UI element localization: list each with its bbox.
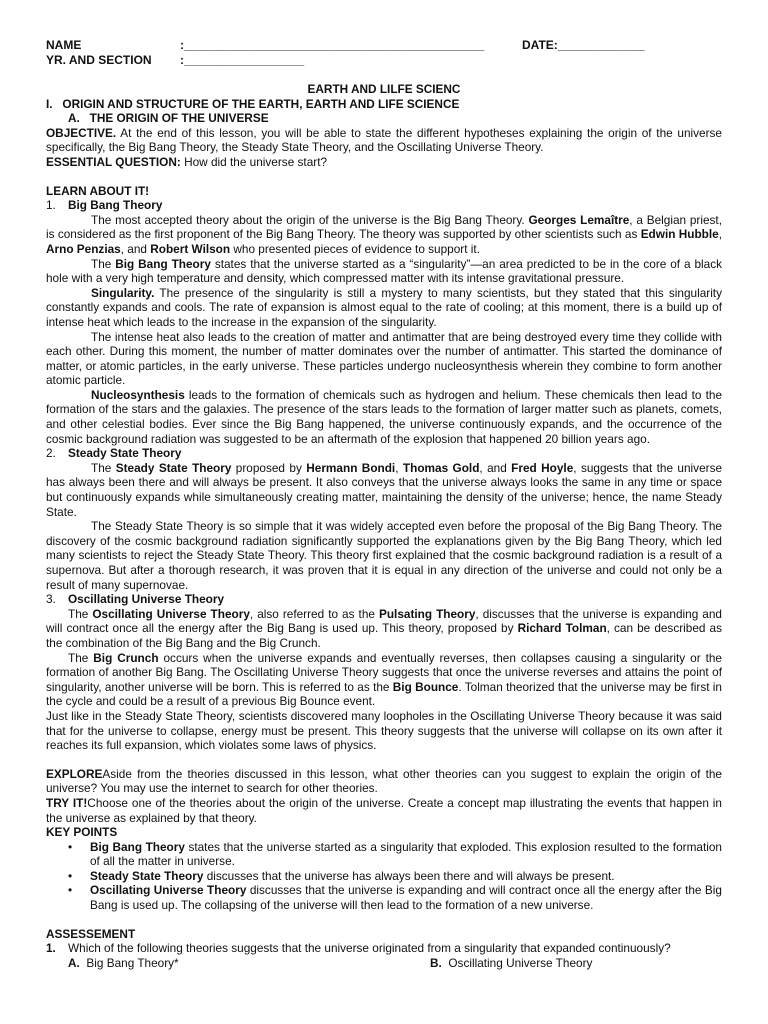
bullet-icon: • (68, 868, 73, 883)
theory1-num: 1. (46, 198, 56, 213)
name-line: :_____________________________________________ (180, 38, 485, 52)
theory2-heading (46, 446, 722, 461)
theory2-num: 2. (46, 446, 56, 461)
objective-text: At the end of this lesson, you will be able to state the different hypotheses explaining the origin of the universe specifically, the Big Bang Theory, the Steady State Theory, and the Oscillating Universe Theory. (46, 125, 722, 155)
key-point-item: • Oscillating Universe Theory discusses that the universe is expanding and will contract once all the energy after the Big Bang is used up. The collapsing of the universe will then lead to the formation of a new universe. (68, 883, 722, 913)
essential-question-label: ESSENTIAL QUESTION: (46, 154, 181, 169)
question-1 (46, 941, 722, 956)
try-it-text: Choose one of the theories about the origin of the universe. Create a concept map illustrating the events that happen in the universe as explained by that theory. (46, 795, 722, 825)
date-label: DATE: (522, 38, 558, 52)
section-line: :__________________ (180, 53, 305, 67)
theory1-heading (46, 198, 722, 213)
section-heading: I. ORIGIN AND STRUCTURE OF THE EARTH, EARTH AND LIFE SCIENCE (46, 96, 460, 111)
key-points-list (68, 840, 722, 913)
subsection-heading: A. THE ORIGIN OF THE UNIVERSE (68, 111, 269, 126)
theory1-paragraph: Singularity. The presence of the singularity is still a mystery to many scientists, but they stated that this singularity constantly expands and cools. The rate of expansion is almost equal to the rate of cooling; at this moment, there is a build up of intense heat which leads to the increase in the expansion of the singularity. (46, 285, 722, 329)
theory3-paragraph: The Big Crunch occurs when the universe expands and eventually reverses, then collapses causing a singularity or the formation of another Big Bang. The Oscillating Universe Theory suggests that once the universe reverses and attains the point of singularity, another universe will be born. This is referred to as the Big Bounce. Tolman theorized that the universe may be first in the cycle and could be a result of a previous Big Bounce event. (46, 650, 722, 709)
section-row (46, 53, 152, 68)
theory1-paragraph: The most accepted theory about the origin of the universe is the Big Bang Theory. Georges Lemaître, a Belgian priest, is considered as the first proponent of the Big Bang Theory. The theory was supported by other scientists such as Edwin Hubble, Arno Penzias, and Robert Wilson who presented pieces of evidence to support it. (46, 212, 722, 256)
key-point-item: • Steady State Theory discusses that the universe has always been there and will always be present. (68, 868, 615, 883)
name-field[interactable] (180, 38, 484, 53)
try-it-label: TRY IT! (46, 795, 88, 810)
theory1-title: Big Bang Theory (68, 198, 163, 213)
essential-question-text: How did the universe start? (180, 154, 328, 169)
theory2-title: Steady State Theory (68, 446, 182, 461)
section-field[interactable] (180, 53, 304, 68)
essential-question (46, 155, 722, 170)
choice-a[interactable]: A. Big Bang Theory* (68, 955, 179, 970)
key-points-heading: KEY POINTS (46, 825, 118, 840)
document-title: EARTH AND LILFE SCIENC (307, 82, 461, 96)
theory3-heading (46, 592, 722, 607)
assessment-heading: ASSESSEMENT (46, 926, 136, 941)
name-label: NAME (46, 38, 82, 52)
theory3-title: Oscillating Universe Theory (68, 592, 225, 607)
question-1-text: Which of the following theories suggests that the universe originated from a singularity that expanded continuously? (68, 941, 671, 956)
question-1-num: 1. (46, 941, 56, 956)
objective-paragraph (46, 126, 722, 155)
name-row (46, 38, 81, 53)
theory3-paragraph: The Oscillating Universe Theory, also referred to as the Pulsating Theory, discusses that the universe is expanding and will contract once all the energy after the Big Bang is used up. This theory, proposed by Richard Tolman, can be described as the combination of the Big Bang and the Big Crunch. (46, 606, 723, 650)
section-label: YR. AND SECTION (46, 53, 152, 67)
key-point-item: • Big Bang Theory states that the universe started as a singularity that exploded. This explosion resulted to the formation of all the matter in universe. (68, 839, 722, 869)
date-row[interactable] (522, 38, 645, 53)
explore-paragraph (46, 767, 722, 796)
theory3-paragraph: Just like in the Steady State Theory, scientists discovered many loopholes in the Oscillating Universe Theory because it was said that for the universe to collapse, energy must be present. This theory suggests that the universe will collapse on its own after it reaches its full expansion, which violates some laws of physics. (46, 708, 722, 753)
learn-heading: LEARN ABOUT IT! (46, 183, 150, 198)
theory1-paragraph: The Big Bang Theory states that the universe started as a “singularity”—an area predicted to be in the core of a black hole with a very high temperature and density, which compressed matter with its intense gravitational pressure. (46, 256, 722, 286)
explore-text: Aside from the theories discussed in this lesson, what other theories can you suggest to explain the origin of the universe? You may use the internet to search for other theories. (46, 766, 722, 796)
date-line: _____________ (557, 38, 645, 52)
theory2-paragraph: The Steady State Theory is so simple that it was widely accepted even before the proposal of the Big Bang Theory. The discovery of the cosmic background radiation significantly supported the explanations given by the Big Bang Theory, which led many scientists to reject the Steady State Theory. This theory first explained that the cosmic background radiation is a result of a supernova. But after a thorough research, it was proven that it is equal in any direction of the universe and could not only be a result of many supernovae. (46, 519, 722, 592)
answer-row (46, 956, 722, 971)
theory3-num: 3. (46, 592, 56, 607)
choice-b[interactable]: B. Oscillating Universe Theory (430, 955, 593, 970)
bullet-icon: • (68, 839, 73, 854)
theory2-paragraph: The Steady State Theory proposed by Hermann Bondi, Thomas Gold, and Fred Hoyle, suggests that the universe has always been there and will always be present. It also conveys that the universe always looks the same in any time or space but continuously expands while simultaneously creating matter, maintaining the density of the universe; hence, the name Steady State. (46, 460, 723, 519)
explore-label: EXPLORE (46, 766, 103, 781)
theory1-paragraph: Nucleosynthesis leads to the formation of chemicals such as hydrogen and helium. These chemicals then lead to the formation of the stars and the galaxies. The presence of the stars leads to the formation of larger matter such as planets, comets, and other celestial bodies. Ever since the Big Bang happened, the universe continuously expands, and the occurrence of the cosmic background radiation was suggested to be an aftermath of the explosion that happened 20 billion years ago. (46, 387, 722, 446)
document-body (46, 82, 722, 971)
bullet-icon: • (68, 883, 73, 898)
try-it-paragraph (46, 796, 722, 825)
objective-label: OBJECTIVE. (46, 125, 117, 140)
theory1-paragraph: The intense heat also leads to the creation of matter and antimatter that are being destroyed every time they collide with each other. During this moment, the number of matter dominates over the number of antimatter. This started the dominance of matter, or atomic particles, in the early universe. These particles undergo nucleosynthesis wherein they combine to form another atomic particle. (46, 329, 722, 388)
